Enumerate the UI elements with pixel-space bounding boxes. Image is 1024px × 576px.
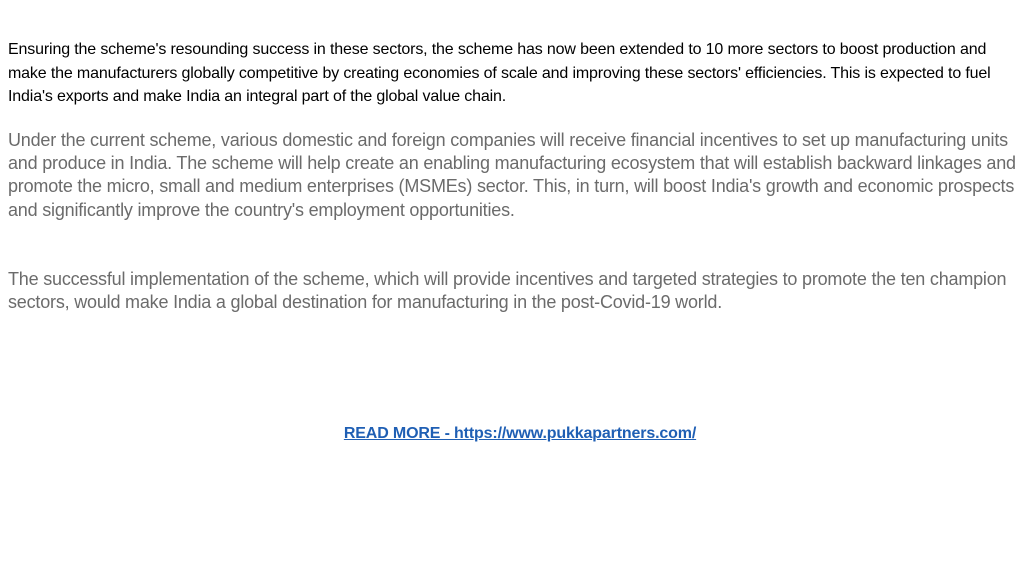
conclusion-paragraph: The successful implementation of the scheme, which will provide incentives and targeted strategies to promote the ten champion sectors, would make India a global destination for manufacturing in the post-Covid-19 world. <box>8 269 1007 313</box>
scheme-paragraph: Under the current scheme, various domestic and foreign companies will receive financial incentives to set up manufacturing units and produce in India. The scheme will help create an enabling manufacturing ecosystem that will establish backward linkages and promote the micro, small and medium enterprises (MSMEs) sector. This, in turn, will boost India's growth and economic prospects and significantly improve the country's employment opportunities. <box>8 130 1016 220</box>
read-more-container <box>0 423 1024 445</box>
intro-paragraph: Ensuring the scheme's resounding success in these sectors, the scheme has now been extended to 10 more sectors to boost production and make the manufacturers globally competitive by creating economies of scale and improving these sectors' efficiencies. This is expected to fuel India's exports and make India an integral part of the global value chain. <box>8 41 991 105</box>
read-more-link[interactable]: READ MORE - https://www.pukkapartners.com/ <box>343 425 697 442</box>
